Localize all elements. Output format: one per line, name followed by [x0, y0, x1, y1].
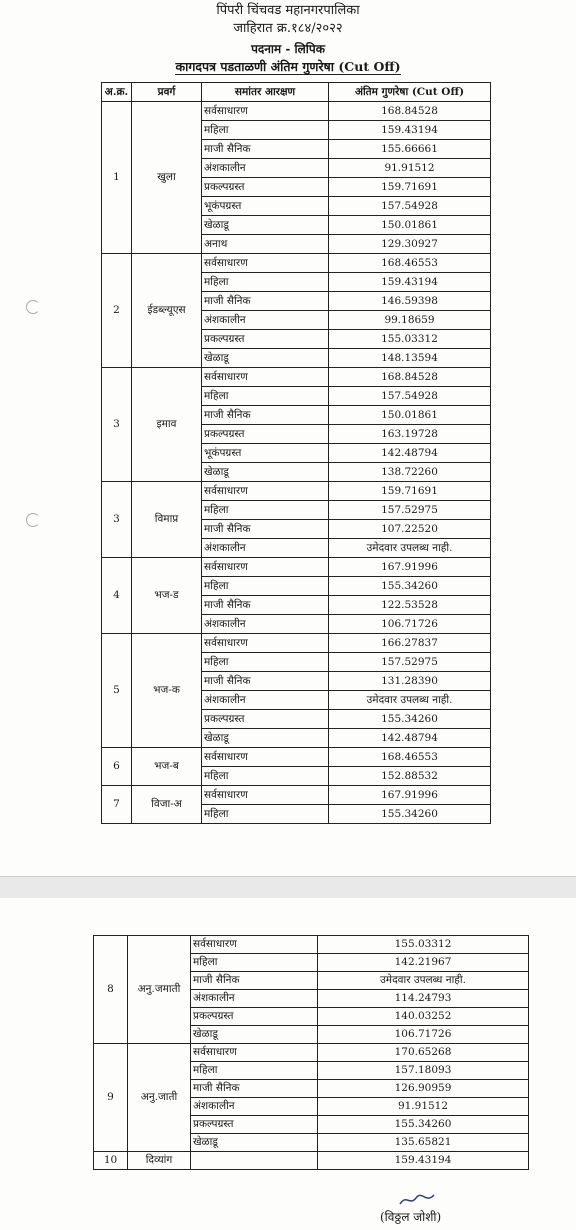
- cutoff-cell: 155.34260: [329, 710, 491, 729]
- punch-hole-icon: [26, 300, 40, 314]
- page-gap: [0, 876, 576, 900]
- cutoff-cell: 159.43194: [329, 273, 491, 292]
- document-title: [0, 58, 576, 76]
- table-row: [102, 748, 491, 767]
- col-header-reservation: समांतर आरक्षण: [202, 83, 329, 102]
- serial-number-cell: 3: [102, 368, 132, 482]
- cutoff-cell: 91.91512: [329, 159, 491, 178]
- reservation-cell: माजी सैनिक: [202, 520, 329, 539]
- reservation-cell: माजी सैनिक: [202, 140, 329, 159]
- cutoff-cell: 170.65268: [318, 1044, 529, 1062]
- cutoff-cell: उमेदवार उपलब्ध नाही.: [329, 691, 491, 710]
- table-body-page-1: [102, 102, 491, 824]
- category-cell: अनु.जमाती: [128, 936, 191, 1044]
- cutoff-table-page-2: [93, 935, 529, 1170]
- col-header-cutoff: अंतिम गुणरेषा (Cut Off): [329, 83, 491, 102]
- cutoff-cell: 150.01861: [329, 406, 491, 425]
- cutoff-cell: 142.48794: [329, 729, 491, 748]
- serial-number-cell: 4: [102, 558, 132, 634]
- cutoff-cell: 168.84528: [329, 368, 491, 387]
- serial-number-cell: 6: [102, 748, 132, 786]
- reservation-cell: खेळाडू: [191, 1026, 318, 1044]
- category-cell: भज-क: [132, 634, 202, 748]
- cutoff-cell: 138.72260: [329, 463, 491, 482]
- cutoff-cell: 148.13594: [329, 349, 491, 368]
- table-row: [94, 1044, 529, 1062]
- org-name: पिंपरी चिंचवड महानगरपालिका: [216, 3, 360, 18]
- cutoff-cell: 157.52975: [329, 653, 491, 672]
- cutoff-cell: 142.21967: [318, 954, 529, 972]
- reservation-cell: सर्वसाधारण: [202, 634, 329, 653]
- reservation-cell: भूकंपग्रस्त: [202, 197, 329, 216]
- reservation-cell: माजी सैनिक: [191, 1080, 318, 1098]
- reservation-cell: महिला: [202, 577, 329, 596]
- table-row: [102, 558, 491, 577]
- reservation-cell: भूकंपग्रस्त: [202, 444, 329, 463]
- cutoff-cell: 155.03312: [318, 936, 529, 954]
- reservation-cell: महिला: [202, 805, 329, 824]
- reservation-cell: प्रकल्पग्रस्त: [202, 178, 329, 197]
- reservation-cell: सर्वसाधारण: [191, 936, 318, 954]
- reservation-cell: सर्वसाधारण: [202, 254, 329, 273]
- cutoff-cell: 159.43194: [318, 1152, 529, 1170]
- reservation-cell: [191, 1152, 318, 1170]
- serial-number-cell: 1: [102, 102, 132, 254]
- category-cell: दिव्यांग: [128, 1152, 191, 1170]
- cutoff-cell: उमेदवार उपलब्ध नाही.: [329, 539, 491, 558]
- reservation-cell: अंशकालीन: [191, 990, 318, 1008]
- cutoff-cell: 91.91512: [318, 1098, 529, 1116]
- reservation-cell: अंशकालीन: [202, 615, 329, 634]
- cutoff-table-page-1: [101, 82, 491, 824]
- cutoff-cell: 106.71726: [329, 615, 491, 634]
- reservation-cell: सर्वसाधारण: [202, 368, 329, 387]
- serial-number-cell: 8: [94, 936, 128, 1044]
- reservation-cell: महिला: [202, 121, 329, 140]
- cutoff-cell: 106.71726: [318, 1026, 529, 1044]
- reservation-cell: अंशकालीन: [202, 539, 329, 558]
- post-name: पदनाम - लिपिक: [251, 42, 325, 56]
- reservation-cell: सर्वसाधारण: [202, 102, 329, 121]
- reservation-cell: माजी सैनिक: [202, 292, 329, 311]
- cutoff-cell: 159.71691: [329, 482, 491, 501]
- cutoff-cell: 166.27837: [329, 634, 491, 653]
- cutoff-cell: 168.46553: [329, 254, 491, 273]
- reservation-cell: सर्वसाधारण: [202, 748, 329, 767]
- table-row: [102, 786, 491, 805]
- cutoff-cell: 157.54928: [329, 197, 491, 216]
- cutoff-cell: 168.46553: [329, 748, 491, 767]
- reservation-cell: अंशकालीन: [202, 691, 329, 710]
- cutoff-cell: 150.01861: [329, 216, 491, 235]
- cutoff-cell: 155.34260: [329, 577, 491, 596]
- cutoff-cell: 146.59398: [329, 292, 491, 311]
- table-row: [94, 936, 529, 954]
- cutoff-cell: 122.53528: [329, 596, 491, 615]
- reservation-cell: खेळाडू: [202, 463, 329, 482]
- cutoff-cell: 157.18093: [318, 1062, 529, 1080]
- reservation-cell: अंशकालीन: [191, 1098, 318, 1116]
- cutoff-cell: 135.65821: [318, 1134, 529, 1152]
- cutoff-cell: 155.66661: [329, 140, 491, 159]
- table-header-row: [102, 83, 491, 102]
- reservation-cell: माजी सैनिक: [202, 672, 329, 691]
- table-body-page-2: [94, 936, 529, 1170]
- reservation-cell: अनाथ: [202, 235, 329, 254]
- category-cell: इमाव: [132, 368, 202, 482]
- serial-number-cell: 7: [102, 786, 132, 824]
- table-row: [102, 102, 491, 121]
- col-header-category: प्रवर्ग: [132, 83, 202, 102]
- reservation-cell: माजी सैनिक: [202, 596, 329, 615]
- col-header-sr: अ.क्र.: [102, 83, 132, 102]
- table-row: [102, 368, 491, 387]
- cutoff-cell: 168.84528: [329, 102, 491, 121]
- cutoff-cell: 159.71691: [329, 178, 491, 197]
- reservation-cell: अंशकालीन: [202, 311, 329, 330]
- category-cell: भज-ड: [132, 558, 202, 634]
- cutoff-cell: 159.43194: [329, 121, 491, 140]
- reservation-cell: प्रकल्पग्रस्त: [191, 1008, 318, 1026]
- reservation-cell: खेळाडू: [191, 1134, 318, 1152]
- reservation-cell: सर्वसाधारण: [202, 482, 329, 501]
- reservation-cell: महिला: [202, 387, 329, 406]
- cutoff-cell: 114.24793: [318, 990, 529, 1008]
- category-cell: विजा-अ: [132, 786, 202, 824]
- document-title-text: कागदपत्र पडताळणी अंतिम गुणरेषा (Cut Off): [175, 59, 401, 74]
- reservation-cell: महिला: [202, 501, 329, 520]
- reservation-cell: माजी सैनिक: [202, 406, 329, 425]
- cutoff-cell: उमेदवार उपलब्ध नाही.: [318, 972, 529, 990]
- category-cell: खुला: [132, 102, 202, 254]
- advertisement-number: जाहिरात क्र.१८४/२०२२: [233, 21, 343, 36]
- reservation-cell: महिला: [191, 954, 318, 972]
- serial-number-cell: 9: [94, 1044, 128, 1152]
- table-row: [102, 482, 491, 501]
- reservation-cell: सर्वसाधारण: [191, 1044, 318, 1062]
- reservation-cell: अंशकालीन: [202, 159, 329, 178]
- cutoff-cell: 155.34260: [329, 805, 491, 824]
- reservation-cell: महिला: [191, 1062, 318, 1080]
- reservation-cell: खेळाडू: [202, 729, 329, 748]
- reservation-cell: सर्वसाधारण: [202, 786, 329, 805]
- reservation-cell: प्रकल्पग्रस्त: [191, 1116, 318, 1134]
- cutoff-cell: 157.52975: [329, 501, 491, 520]
- cutoff-cell: 152.88532: [329, 767, 491, 786]
- reservation-cell: खेळाडू: [202, 349, 329, 368]
- cutoff-cell: 129.30927: [329, 235, 491, 254]
- cutoff-cell: 131.28390: [329, 672, 491, 691]
- table-row: [102, 254, 491, 273]
- cutoff-cell: 155.34260: [318, 1116, 529, 1134]
- reservation-cell: महिला: [202, 273, 329, 292]
- reservation-cell: प्रकल्पग्रस्त: [202, 710, 329, 729]
- category-cell: विमाप्र: [132, 482, 202, 558]
- cutoff-cell: 107.22520: [329, 520, 491, 539]
- cutoff-cell: 99.18659: [329, 311, 491, 330]
- reservation-cell: महिला: [202, 767, 329, 786]
- reservation-cell: प्रकल्पग्रस्त: [202, 330, 329, 349]
- category-cell: अनु.जाती: [128, 1044, 191, 1152]
- serial-number-cell: 10: [94, 1152, 128, 1170]
- cutoff-cell: 167.91996: [329, 558, 491, 577]
- serial-number-cell: 2: [102, 254, 132, 368]
- reservation-cell: खेळाडू: [202, 216, 329, 235]
- reservation-cell: सर्वसाधारण: [202, 558, 329, 577]
- cutoff-cell: 126.90959: [318, 1080, 529, 1098]
- cutoff-cell: 157.54928: [329, 387, 491, 406]
- serial-number-cell: 3: [102, 482, 132, 558]
- cutoff-cell: 142.48794: [329, 444, 491, 463]
- cutoff-cell: 140.03252: [318, 1008, 529, 1026]
- table-row: [102, 634, 491, 653]
- table-row: [94, 1152, 529, 1170]
- serial-number-cell: 5: [102, 634, 132, 748]
- reservation-cell: प्रकल्पग्रस्त: [202, 425, 329, 444]
- cutoff-cell: 155.03312: [329, 330, 491, 349]
- cutoff-cell: 167.91996: [329, 786, 491, 805]
- category-cell: ईडब्ल्यूएस: [132, 254, 202, 368]
- cutoff-cell: 163.19728: [329, 425, 491, 444]
- category-cell: भज-ब: [132, 748, 202, 786]
- signatory-name: (विठ्ठल जोशी): [380, 1210, 442, 1224]
- punch-hole-icon: [26, 513, 40, 527]
- reservation-cell: महिला: [202, 653, 329, 672]
- reservation-cell: माजी सैनिक: [191, 972, 318, 990]
